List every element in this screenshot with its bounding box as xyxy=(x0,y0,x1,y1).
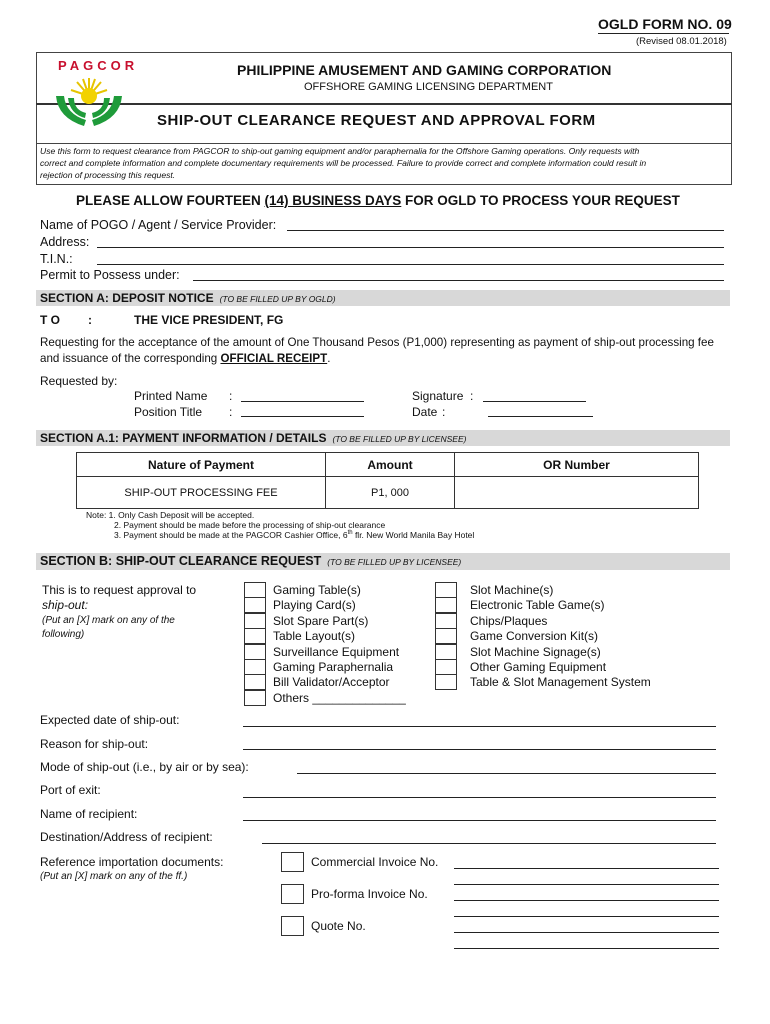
notice-pre: PLEASE ALLOW FOURTEEN xyxy=(76,193,265,208)
name-field[interactable] xyxy=(287,230,724,231)
para2-post: . xyxy=(327,352,331,365)
equipment-label: Table & Slot Management System xyxy=(470,675,651,690)
ship-out-desc-4: following) xyxy=(42,629,85,640)
section-a-note: (TO BE FILLED UP BY OGLD) xyxy=(219,294,336,304)
destination-field[interactable] xyxy=(262,843,716,844)
ship-out-desc-3: (Put an [X] mark on any of the xyxy=(42,615,175,626)
destination-label: Destination/Address of recipient: xyxy=(40,830,213,844)
position-title-field[interactable] xyxy=(241,416,364,417)
cell-amount: P1, 000 xyxy=(326,477,455,509)
printed-name-label: Printed Name xyxy=(134,389,208,403)
reason-label: Reason for ship-out: xyxy=(40,737,149,751)
equipment-checkbox[interactable] xyxy=(435,644,457,660)
equipment-label: Slot Spare Part(s) xyxy=(273,613,369,628)
section-a1-header xyxy=(36,430,730,446)
cell-or-number[interactable] xyxy=(455,477,699,509)
reference-docs-label: Reference importation documents: xyxy=(40,855,224,869)
quote-label: Quote No. xyxy=(311,919,366,933)
section-b-note: (TO BE FILLED UP BY LICENSEE) xyxy=(327,557,462,567)
signature-colon: : xyxy=(470,389,474,403)
equipment-checkbox[interactable] xyxy=(435,659,457,675)
to-colon: : xyxy=(88,313,92,327)
equipment-checkbox[interactable] xyxy=(435,674,457,690)
payment-table xyxy=(76,452,699,509)
cell-nature: SHIP-OUT PROCESSING FEE xyxy=(77,477,326,509)
proforma-invoice-field-2[interactable] xyxy=(454,916,719,917)
permit-field[interactable] xyxy=(193,280,724,281)
form-title: SHIP-OUT CLEARANCE REQUEST AND APPROVAL FORM xyxy=(157,112,596,129)
signature-field[interactable] xyxy=(483,401,586,402)
equipment-label: Slot Machine(s) xyxy=(470,583,554,597)
equipment-checkbox[interactable] xyxy=(435,582,457,598)
section-a1-title: SECTION A.1: PAYMENT INFORMATION / DETAILS xyxy=(40,431,327,445)
equipment-label: Table Layout(s) xyxy=(273,629,356,644)
expected-date-field[interactable] xyxy=(243,726,716,727)
quote-checkbox[interactable] xyxy=(281,916,304,936)
equipment-label: Playing Card(s) xyxy=(273,598,356,613)
section-a1-note: (TO BE FILLED UP BY LICENSEE) xyxy=(332,434,467,444)
equipment-label: Electronic Table Game(s) xyxy=(470,598,605,613)
expected-date-label: Expected date of ship-out: xyxy=(40,713,180,727)
equipment-checkbox[interactable] xyxy=(435,613,457,629)
ship-out-desc-2: ship-out: xyxy=(42,598,89,612)
request-paragraph-2 xyxy=(40,352,330,365)
form-number: OGLD FORM NO. 09 xyxy=(598,16,732,32)
header-amount: Amount xyxy=(326,453,455,477)
note3-sup: th xyxy=(347,530,353,537)
date-label: Date xyxy=(412,405,438,419)
equipment-label: Slot Machine Signage(s) xyxy=(470,644,601,659)
permit-label: Permit to Possess under: xyxy=(40,268,180,282)
form-number-underline xyxy=(598,33,729,34)
equipment-checkbox[interactable] xyxy=(244,674,266,690)
ship-out-desc-1: This is to request approval to xyxy=(42,583,197,597)
tin-field[interactable] xyxy=(97,264,724,265)
recipient-label: Name of recipient: xyxy=(40,807,138,821)
quote-field-2[interactable] xyxy=(454,948,719,949)
port-field[interactable] xyxy=(243,797,716,798)
proforma-invoice-field[interactable] xyxy=(454,900,719,901)
equipment-checkbox[interactable] xyxy=(244,613,266,629)
mode-field[interactable] xyxy=(297,773,716,774)
equipment-checkbox[interactable] xyxy=(244,628,266,644)
equipment-label: Gaming Paraphernalia xyxy=(273,660,394,674)
equipment-checkbox[interactable] xyxy=(244,690,266,706)
equipment-label: Gaming Table(s) xyxy=(273,583,361,597)
date-colon: : xyxy=(442,405,446,419)
port-label: Port of exit: xyxy=(40,783,101,797)
payment-note-2: 2. Payment should be made before the processing of ship-out clearance xyxy=(114,520,386,530)
reason-field[interactable] xyxy=(243,749,716,750)
intro-line-1: Use this form to request clearance from PAGCOR to ship-out gaming equipment and/or paraphernalia for the Offshore Gaming operations. Only requests with xyxy=(40,146,640,156)
department-name: OFFSHORE GAMING LICENSING DEPARTMENT xyxy=(304,81,553,93)
equipment-label: Other Gaming Equipment xyxy=(470,660,607,674)
position-title-colon: : xyxy=(229,405,233,419)
payment-table-row xyxy=(77,477,699,509)
equipment-checkbox[interactable] xyxy=(435,597,457,613)
section-b-title: SECTION B: SHIP-OUT CLEARANCE REQUEST xyxy=(40,554,322,568)
printed-name-colon: : xyxy=(229,389,233,403)
name-label: Name of POGO / Agent / Service Provider: xyxy=(40,218,277,232)
header-or-number: OR Number xyxy=(455,453,699,477)
note3-post: flr. New World Manila Bay Hotel xyxy=(352,530,475,540)
notice-emphasis: (14) BUSINESS DAYS xyxy=(264,193,402,208)
payment-note-1: Note: 1. Only Cash Deposit will be accepted. xyxy=(86,510,255,520)
intro-line-2: correct and complete information and complete documentary requirements will be processed. Failure to provide correct and complete information could result in xyxy=(40,158,647,168)
section-a-title: SECTION A: DEPOSIT NOTICE xyxy=(40,291,214,305)
commercial-invoice-field-2[interactable] xyxy=(454,884,719,885)
equipment-checkbox[interactable] xyxy=(435,628,457,644)
equipment-label: Bill Validator/Acceptor xyxy=(273,675,390,690)
notice-post: FOR OGLD TO PROCESS YOUR REQUEST xyxy=(401,193,680,208)
requested-by-label: Requested by: xyxy=(40,374,118,388)
request-paragraph-1: Requesting for the acceptance of the amount of One Thousand Pesos (P1,000) representing as payment of ship-out processing fee xyxy=(40,336,714,349)
address-field[interactable] xyxy=(97,247,724,248)
proforma-invoice-checkbox[interactable] xyxy=(281,884,304,904)
pagcor-logo xyxy=(44,56,139,136)
section-a-header xyxy=(36,290,730,306)
to-value: THE VICE PRESIDENT, FG xyxy=(134,313,284,327)
tin-label: T.I.N.: xyxy=(40,252,73,266)
address-label: Address: xyxy=(40,235,90,249)
commercial-invoice-checkbox[interactable] xyxy=(281,852,304,872)
note3-pre: 3. Payment should be made at the PAGCOR Cashier Office, 6 xyxy=(114,530,348,540)
processing-notice xyxy=(76,193,680,208)
payment-table-header xyxy=(77,453,699,477)
mode-label: Mode of ship-out (i.e., by air or by sea): xyxy=(40,760,249,774)
equipment-checkbox[interactable] xyxy=(244,659,266,675)
logo-lettering: PAGCOR xyxy=(58,58,139,73)
revision-date: (Revised 08.01.2018) xyxy=(636,36,727,47)
commercial-invoice-label: Commercial Invoice No. xyxy=(311,855,439,869)
equipment-label: Game Conversion Kit(s) xyxy=(470,629,599,644)
official-receipt: OFFICIAL RECEIPT xyxy=(220,352,328,365)
signature-label: Signature xyxy=(412,389,464,403)
reference-docs-note: (Put an [X] mark on any of the ff.) xyxy=(40,871,188,882)
equipment-checkbox[interactable] xyxy=(244,597,266,613)
equipment-label: Others ______________ xyxy=(273,690,406,705)
proforma-invoice-label: Pro-forma Invoice No. xyxy=(311,887,428,901)
organization-name: PHILIPPINE AMUSEMENT AND GAMING CORPORATION xyxy=(237,62,612,78)
printed-name-field[interactable] xyxy=(241,401,364,402)
header-nature: Nature of Payment xyxy=(77,453,326,477)
quote-field[interactable] xyxy=(454,932,719,933)
equipment-checkbox[interactable] xyxy=(244,644,266,660)
to-label: T O xyxy=(40,313,60,327)
para2-pre: and issuance of the corresponding xyxy=(40,352,221,365)
equipment-label: Surveillance Equipment xyxy=(273,644,400,659)
header-divider xyxy=(36,103,732,105)
section-b-header xyxy=(36,553,730,570)
position-title-label: Position Title xyxy=(134,405,203,419)
equipment-label: Chips/Plaques xyxy=(470,613,548,628)
recipient-field[interactable] xyxy=(243,820,716,821)
equipment-checkbox[interactable] xyxy=(244,582,266,598)
payment-note-3 xyxy=(114,530,474,540)
commercial-invoice-field[interactable] xyxy=(454,868,719,869)
date-field[interactable] xyxy=(488,416,593,417)
intro-line-3: rejection of processing this request. xyxy=(40,170,176,180)
